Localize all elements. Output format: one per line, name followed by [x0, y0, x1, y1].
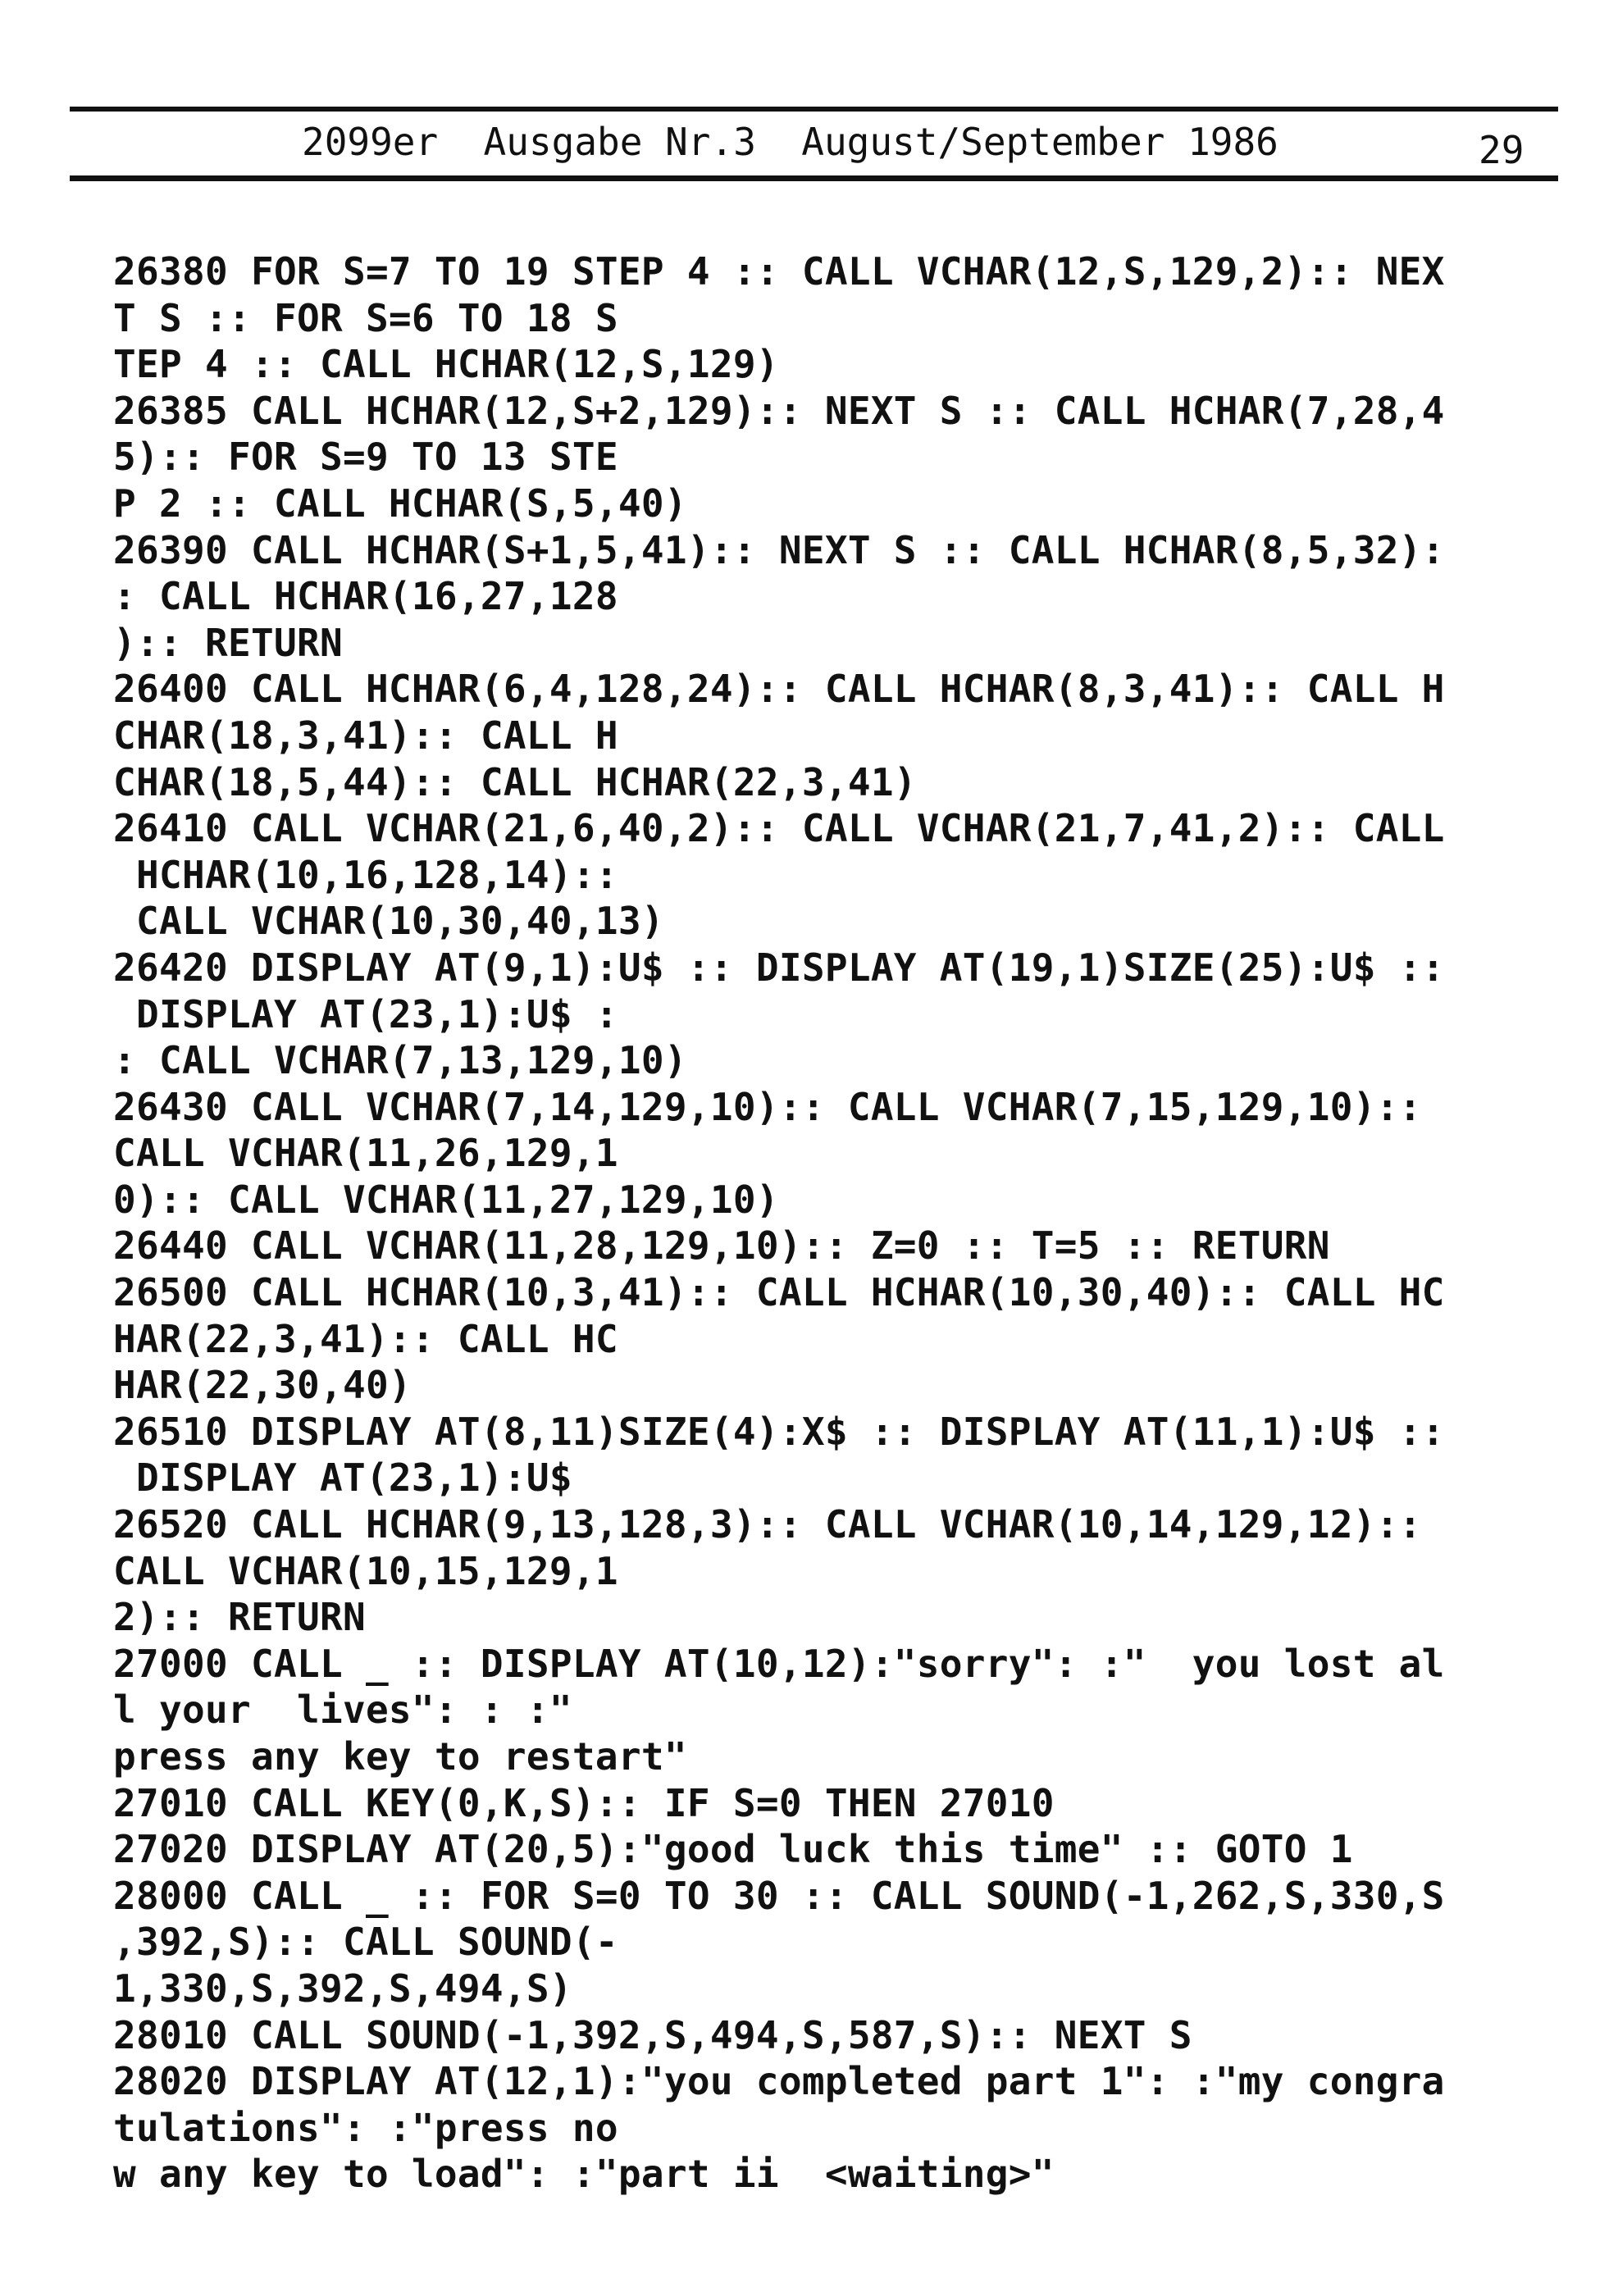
- code-line: ,392,S):: CALL SOUND(-: [113, 1920, 618, 1965]
- code-line: 27020 DISPLAY AT(20,5):"good luck this time" :: GOTO 1: [113, 1827, 1353, 1872]
- code-line: : CALL VCHAR(7,13,129,10): [113, 1038, 687, 1083]
- code-line: 2):: RETURN: [113, 1595, 366, 1640]
- page-number: 29: [1479, 128, 1525, 172]
- code-line: l your lives": : :": [113, 1688, 572, 1733]
- code-line: T S :: FOR S=6 TO 18 S: [113, 295, 618, 340]
- code-line: ):: RETURN: [113, 620, 343, 665]
- code-line: 28010 CALL SOUND(-1,392,S,494,S,587,S):: NEXT S: [113, 2012, 1192, 2057]
- code-line: 28000 CALL _ :: FOR S=0 TO 30 :: CALL SOUND(-1,262,S,330,S: [113, 1873, 1445, 1918]
- code-line: HAR(22,3,41):: CALL HC: [113, 1316, 618, 1361]
- code-line: 26440 CALL VCHAR(11,28,129,10):: Z=0 :: T=5 :: RETURN: [113, 1223, 1330, 1269]
- code-line: HCHAR(10,16,128,14)::: [113, 852, 618, 897]
- code-line: w any key to load": :"part ii <waiting>": [113, 2152, 1055, 2197]
- code-line: 0):: CALL VCHAR(11,27,129,10): [113, 1177, 779, 1222]
- code-line: CHAR(18,3,41):: CALL H: [113, 713, 618, 758]
- code-line: CHAR(18,5,44):: CALL HCHAR(22,3,41): [113, 759, 917, 804]
- running-header: 2099er Ausgabe Nr.3 August/September 1986: [302, 120, 1278, 164]
- code-line: 26400 CALL HCHAR(6,4,128,24):: CALL HCHAR(8,3,41):: CALL H: [113, 667, 1445, 712]
- code-line: 5):: FOR S=9 TO 13 STE: [113, 435, 618, 480]
- code-line: tulations": :"press no: [113, 2105, 618, 2150]
- code-line: press any key to restart": [113, 1734, 687, 1779]
- code-line: DISPLAY AT(23,1):U$: [113, 1456, 572, 1501]
- code-line: : CALL HCHAR(16,27,128: [113, 574, 618, 619]
- code-line: HAR(22,30,40): [113, 1363, 412, 1408]
- code-line: 1,330,S,392,S,494,S): [113, 1966, 572, 2011]
- code-line: 26410 CALL VCHAR(21,6,40,2):: CALL VCHAR(21,7,41,2):: CALL: [113, 806, 1445, 851]
- basic-program-listing: [113, 248, 1556, 2198]
- code-line: 26380 FOR S=7 TO 19 STEP 4 :: CALL VCHAR(12,S,129,2):: NEX: [113, 249, 1445, 294]
- code-line: 26500 CALL HCHAR(10,3,41):: CALL HCHAR(10,30,40):: CALL HC: [113, 1270, 1445, 1315]
- code-line: 26420 DISPLAY AT(9,1):U$ :: DISPLAY AT(19,1)SIZE(25):U$ ::: [113, 945, 1445, 990]
- header-top-rule: [70, 107, 1558, 112]
- code-line: CALL VCHAR(11,26,129,1: [113, 1131, 618, 1176]
- code-line: TEP 4 :: CALL HCHAR(12,S,129): [113, 342, 779, 387]
- code-line: 26390 CALL HCHAR(S+1,5,41):: NEXT S :: CALL HCHAR(8,5,32):: [113, 527, 1445, 572]
- code-line: P 2 :: CALL HCHAR(S,5,40): [113, 481, 687, 526]
- code-line: CALL VCHAR(10,30,40,13): [113, 899, 664, 944]
- code-line: 26430 CALL VCHAR(7,14,129,10):: CALL VCHAR(7,15,129,10)::: [113, 1084, 1422, 1129]
- code-line: 27000 CALL _ :: DISPLAY AT(10,12):"sorry": :" you lost al: [113, 1641, 1445, 1686]
- code-line: 26385 CALL HCHAR(12,S+2,129):: NEXT S :: CALL HCHAR(7,28,4: [113, 388, 1445, 433]
- code-line: CALL VCHAR(10,15,129,1: [113, 1548, 618, 1593]
- code-line: DISPLAY AT(23,1):U$ :: [113, 991, 618, 1036]
- code-line: 26520 CALL HCHAR(9,13,128,3):: CALL VCHAR(10,14,129,12)::: [113, 1502, 1422, 1547]
- code-line: 28020 DISPLAY AT(12,1):"you completed part 1": :"my congra: [113, 2059, 1445, 2104]
- code-line: 27010 CALL KEY(0,K,S):: IF S=0 THEN 27010: [113, 1780, 1055, 1825]
- header-bottom-rule: [70, 175, 1558, 181]
- code-line: 26510 DISPLAY AT(8,11)SIZE(4):X$ :: DISPLAY AT(11,1):U$ ::: [113, 1409, 1445, 1454]
